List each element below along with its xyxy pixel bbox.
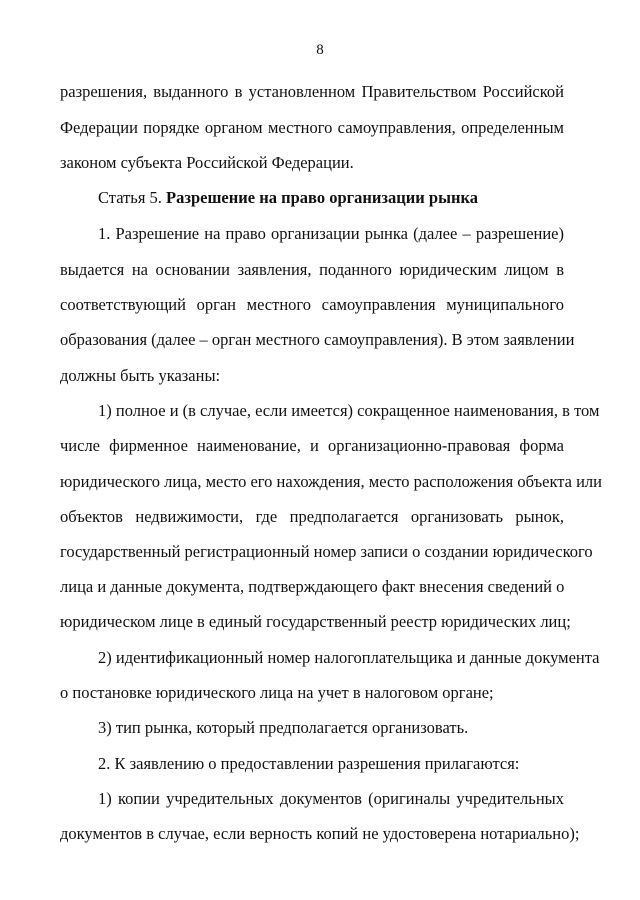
article-number: Статья 5. [98, 188, 162, 207]
paragraph-line: объектов недвижимости, где предполагается организовать рынок, [60, 507, 564, 526]
article-heading [98, 188, 564, 208]
paragraph-line: разрешения, выданного в установленном Правительством Российской [60, 82, 564, 101]
paragraph-line: образования (далее – орган местного самоуправления). В этом заявлении [60, 330, 575, 349]
paragraph-line: числе фирменное наименование, и организационно-правовая форма [60, 436, 564, 455]
paragraph-line: 1) копии учредительных документов (оригиналы учредительных [98, 789, 564, 808]
article-title: Разрешение на право организации рынка [166, 188, 478, 207]
paragraph-line: о постановке юридического лица на учет в налоговом органе; [60, 683, 494, 702]
paragraph-line: законом субъекта Российской Федерации. [60, 153, 354, 172]
paragraph-line: юридическом лице в единый государственный реестр юридических лиц; [60, 612, 571, 631]
paragraph-line: 1) полное и (в случае, если имеется) сокращенное наименования, в том [98, 401, 600, 420]
paragraph-line: выдается на основании заявления, поданного юридическим лицом в [60, 260, 564, 279]
paragraph-line: 3) тип рынка, который предполагается организовать. [98, 718, 469, 737]
paragraph-line: 2) идентификационный номер налогоплательщика и данные документа [98, 648, 600, 667]
paragraph-line: должны быть указаны: [60, 366, 221, 385]
paragraph-line: документов в случае, если верность копий не удостоверена нотариально); [60, 824, 580, 843]
page-number: 8 [316, 42, 324, 58]
paragraph-line: юридического лица, место его нахождения, место расположения объекта или [60, 472, 602, 491]
paragraph-line: 2. К заявлению о предоставлении разрешения прилагаются: [98, 754, 520, 773]
paragraph-line: лица и данные документа, подтверждающего факт внесения сведений о [60, 577, 565, 596]
paragraph-line: государственный регистрационный номер записи о создании юридического [60, 542, 593, 561]
paragraph-line: соответствующий орган местного самоуправления муниципального [60, 295, 564, 314]
paragraph-line: 1. Разрешение на право организации рынка (далее – разрешение) [98, 224, 564, 243]
paragraph-line: Федерации порядке органом местного самоуправления, определенным [60, 118, 564, 137]
